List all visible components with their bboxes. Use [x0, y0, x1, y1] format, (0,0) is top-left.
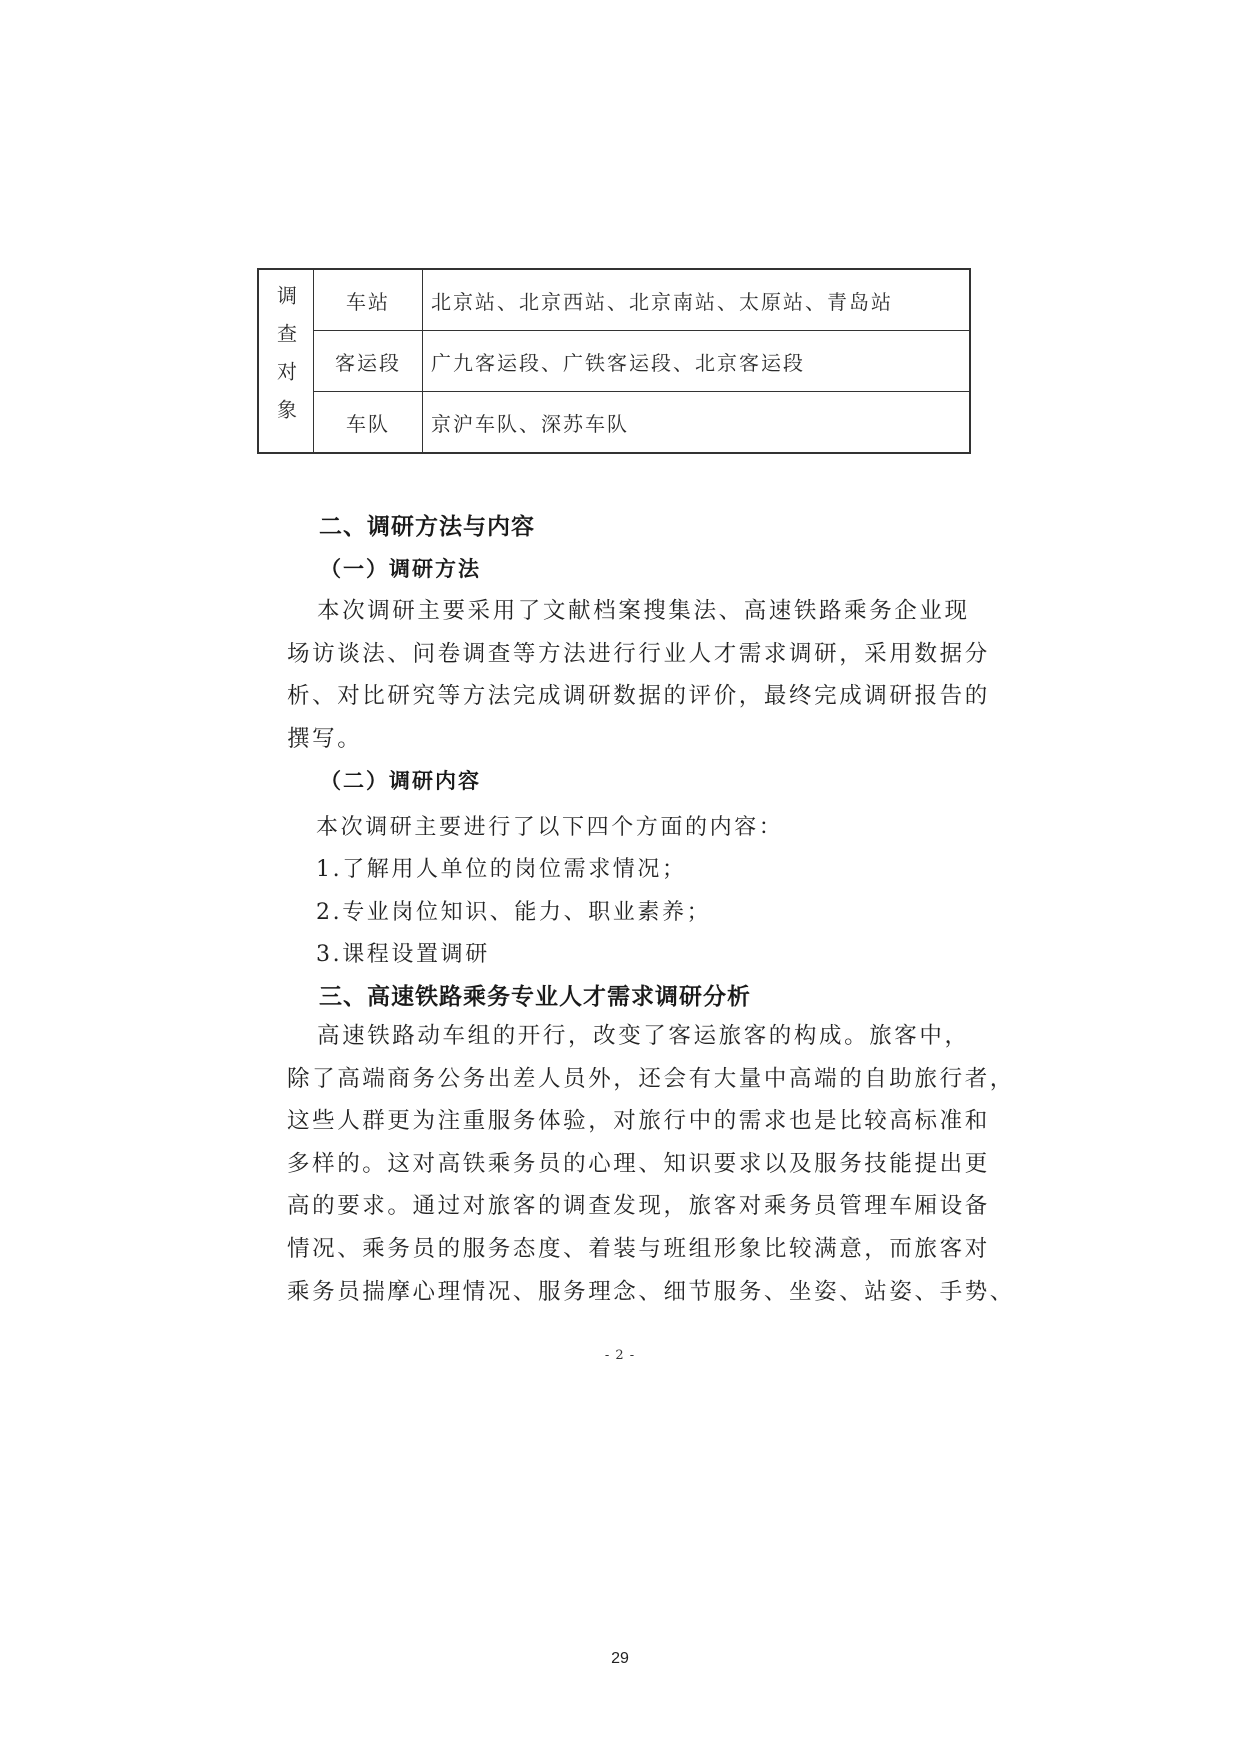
paragraph-line: 除了高端商务公务出差人员外，还会有大量中高端的自助旅行者， — [287, 1065, 1015, 1092]
table-cell-value: 北京站、北京西站、北京南站、太原站、青岛站 — [423, 269, 971, 331]
section-heading-methods: 二、调研方法与内容 — [319, 514, 535, 540]
table-row — [258, 392, 970, 454]
content-intro: 本次调研主要进行了以下四个方面的内容： — [316, 815, 784, 840]
table-row-header: 调查对象 — [258, 269, 314, 453]
paragraph-line: 高速铁路动车组的开行，改变了客运旅客的构成。旅客中， — [317, 1023, 970, 1049]
survey-targets-table — [257, 268, 971, 454]
subsection-heading-content: （二）调研内容 — [320, 769, 481, 793]
paragraph-line: 这些人群更为注重服务体验，对旅行中的需求也是比较高标准和 — [287, 1108, 990, 1135]
list-item: 3.课程设置调研 — [316, 942, 490, 967]
table-cell-category: 车站 — [314, 269, 423, 331]
inner-page-number: - 2 - — [604, 1348, 636, 1363]
paragraph-method — [287, 590, 990, 760]
paragraph-line: 高的要求。通过对旅客的调查发现，旅客对乘务员管理车厢设备 — [287, 1193, 990, 1220]
paragraph-line: 本次调研主要采用了文献档案搜集法、高速铁路乘务企业现 — [317, 598, 970, 624]
paragraph-line: 场访谈法、问卷调查等方法进行行业人才需求调研，采用数据分 — [287, 640, 990, 667]
paragraph-analysis — [287, 1015, 1015, 1313]
list-item: 1.了解用人单位的岗位需求情况； — [316, 857, 687, 882]
paragraph-line: 乘务员揣摩心理情况、服务理念、细节服务、坐姿、站姿、手势、 — [287, 1278, 1015, 1305]
table-row — [258, 331, 970, 392]
table-cell-value: 京沪车队、深苏车队 — [423, 392, 971, 454]
paragraph-line: 情况、乘务员的服务态度、着装与班组形象比较满意，而旅客对 — [287, 1235, 990, 1262]
table-cell-value: 广九客运段、广铁客运段、北京客运段 — [423, 331, 971, 392]
paragraph-line: 析、对比研究等方法完成调研数据的评价，最终完成调研报告的 — [287, 683, 990, 710]
list-item: 2.专业岗位知识、能力、职业素养； — [316, 900, 712, 925]
table-cell-category: 客运段 — [314, 331, 423, 392]
page-number: 29 — [611, 1650, 629, 1667]
paragraph-line: 撰写。 — [287, 725, 363, 752]
paragraph-line: 多样的。这对高铁乘务员的心理、知识要求以及服务技能提出更 — [287, 1150, 990, 1177]
section-heading-analysis: 三、高速铁路乘务专业人才需求调研分析 — [319, 984, 751, 1010]
table-row — [258, 269, 970, 331]
subsection-heading-method: （一）调研方法 — [320, 557, 481, 581]
table-cell-category: 车队 — [314, 392, 423, 454]
